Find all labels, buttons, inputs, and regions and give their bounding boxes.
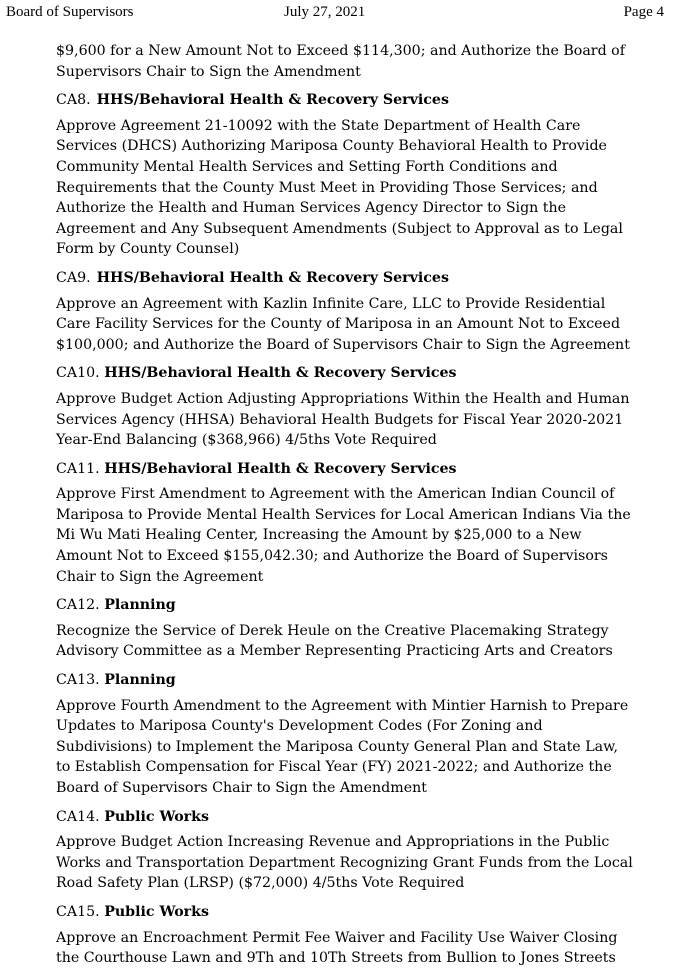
item-number: CA8. (56, 92, 91, 109)
header-board-name: Board of Supervisors (6, 4, 134, 20)
item-line: Agreement and Any Subsequent Amendments (Subject to Approval as to Legal (56, 220, 623, 237)
item-heading (56, 670, 664, 691)
item-number: CA9. (56, 269, 91, 286)
agenda-item (56, 268, 664, 355)
agenda-item (56, 902, 664, 969)
item-line: Works and Transportation Department Recognizing Grant Funds from the Local (56, 854, 633, 871)
item-line: Mi Wu Mati Healing Center, Increasing the Amount by $25,000 to a New (56, 527, 582, 544)
item-heading (56, 902, 664, 923)
paragraph-line: Supervisors Chair to Sign the Amendment (56, 63, 361, 80)
item-heading (56, 90, 664, 111)
item-line: Board of Supervisors Chair to Sign the Amendment (56, 780, 427, 796)
item-line: Recognize the Service of Derek Heule on the Creative Placemaking Strategy (56, 622, 609, 639)
item-line: Care Facility Services for the County of Mariposa in an Amount Not to Exceed (56, 316, 621, 333)
item-department: Public Works (104, 903, 209, 920)
item-line: Services Agency (HHSA) Behavioral Health Budgets for Fiscal Year 2020-2021 (56, 411, 624, 428)
item-line: to Establish Compensation for Fiscal Year (FY) 2021-2022; and Authorize the (56, 759, 612, 776)
item-line: Subdivisions) to Implement the Mariposa County General Plan and State Law, (56, 738, 619, 755)
item-number: CA13. (56, 672, 100, 689)
item-line: Requirements that the County Must Meet in Providing Those Services; and (56, 179, 598, 196)
agenda-item (56, 459, 664, 588)
item-line: Amount Not to Exceed $155,042.30; and Authorize the Board of Supervisors (56, 548, 608, 565)
item-number: CA14. (56, 808, 100, 825)
item-line: Approve Budget Action Increasing Revenue and Appropriations in the Public (56, 834, 610, 851)
item-department: HHS/Behavioral Health & Recovery Services (104, 365, 457, 382)
continuation-paragraph (56, 41, 664, 82)
item-line: Advisory Committee as a Member Representing Practicing Arts and Creators (56, 643, 613, 660)
agenda-item (56, 807, 664, 894)
agenda-content (56, 41, 664, 969)
agenda-item (56, 670, 664, 799)
agenda-item (56, 363, 664, 450)
item-number: CA15. (56, 903, 100, 920)
item-number: CA11. (56, 460, 100, 477)
item-line: Approve Agreement 21-10092 with the State Department of Health Care (56, 117, 581, 134)
header-date: July 27, 2021 (284, 4, 366, 20)
item-heading (56, 268, 664, 289)
item-department: HHS/Behavioral Health & Recovery Services (96, 269, 449, 286)
page-header (6, 4, 664, 24)
item-heading (56, 595, 664, 616)
item-line: Year-End Balancing ($368,966) 4/5ths Vote Required (56, 432, 437, 449)
item-line: Form by County Counsel) (56, 241, 240, 258)
item-number: CA10. (56, 365, 100, 382)
item-line: the Courthouse Lawn and 9Th and 10Th Streets from Bullion to Jones Streets (56, 950, 616, 967)
item-line: Mariposa to Provide Mental Health Services for Local American Indians Via the (56, 506, 631, 523)
header-page-number: Page 4 (623, 4, 664, 20)
item-line: Approve an Encroachment Permit Fee Waiver and Facility Use Waiver Closing (56, 929, 618, 946)
item-heading (56, 459, 664, 480)
item-department: Planning (104, 597, 176, 614)
item-line: Updates to Mariposa County's Development Codes (For Zoning and (56, 718, 543, 735)
item-line: $100,000; and Authorize the Board of Supervisors Chair to Sign the Agreement (56, 336, 630, 353)
item-heading (56, 807, 664, 828)
agenda-item (56, 595, 664, 662)
item-line: Community Mental Health Services and Setting Forth Conditions and (56, 158, 558, 175)
item-department: Public Works (104, 808, 209, 825)
item-line: Services (DHCS) Authorizing Mariposa County Behavioral Health to Provide (56, 138, 607, 155)
agenda-item (56, 90, 664, 260)
item-department: HHS/Behavioral Health & Recovery Services (104, 460, 457, 477)
paragraph-line: $9,600 for a New Amount Not to Exceed $114,300; and Authorize the Board of (56, 43, 625, 59)
item-line: Approve Fourth Amendment to the Agreement with Mintier Harnish to Prepare (56, 697, 629, 714)
item-line: Chair to Sign the Agreement (56, 568, 264, 585)
item-line: Road Safety Plan (LRSP) ($72,000) 4/5ths Vote Required (56, 875, 465, 892)
item-line: Authorize the Health and Human Services Agency Director to Sign the (56, 200, 567, 217)
item-number: CA12. (56, 597, 100, 614)
item-department: Planning (104, 672, 176, 689)
item-line: Approve First Amendment to Agreement with the American Indian Council of (56, 486, 615, 503)
item-heading (56, 363, 664, 384)
item-line: Approve Budget Action Adjusting Appropriations Within the Health and Human (56, 390, 630, 407)
item-department: HHS/Behavioral Health & Recovery Services (96, 92, 449, 109)
item-line: Approve an Agreement with Kazlin Infinite Care, LLC to Provide Residential (56, 295, 606, 312)
